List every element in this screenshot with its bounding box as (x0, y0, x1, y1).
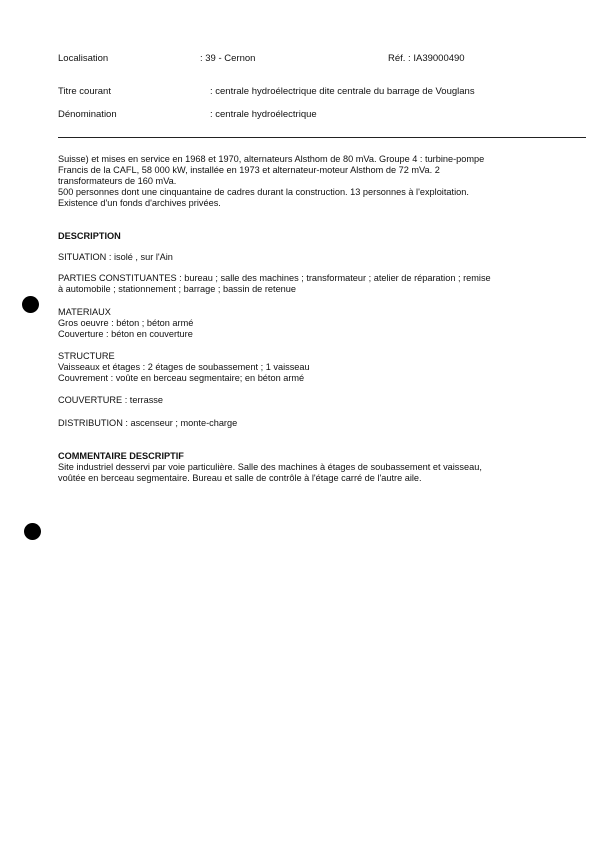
reference-number: Réf. : IA39000490 (388, 53, 465, 64)
situation-line: SITUATION : isolé , sur l'Ain (58, 252, 173, 262)
parties-line-1: PARTIES CONSTITUANTES : bureau ; salle des machines ; transformateur ; atelier de réparation ; remise (58, 273, 491, 283)
punch-hole-top (22, 296, 39, 313)
history-line-2: Francis de la CAFL, 58 000 kW, installée en 1973 et alternateur-moteur Alsthom de 72 mVa. 2 (58, 165, 440, 175)
materiaux-line-1: Gros oeuvre : béton ; béton armé (58, 318, 194, 328)
commentaire-heading: COMMENTAIRE DESCRIPTIF (58, 451, 184, 461)
localisation-value: : 39 - Cernon (200, 53, 256, 64)
denomination-value: : centrale hydroélectrique (210, 109, 317, 120)
structure-line-1: Vaisseaux et étages : 2 étages de soubassement ; 1 vaisseau (58, 362, 310, 372)
parties-line-2: à automobile ; stationnement ; barrage ; bassin de retenue (58, 284, 297, 294)
titre-courant-value: : centrale hydroélectrique dite centrale du barrage de Vouglans (210, 86, 475, 97)
materiaux-line-2: Couverture : béton en couverture (58, 329, 193, 339)
structure-heading: STRUCTURE (58, 351, 115, 361)
history-line-4: 500 personnes dont une cinquantaine de cadres durant la construction. 13 personnes à l'exploitation. (58, 187, 469, 197)
history-line-1: Suisse) et mises en service en 1968 et 1970, alternateurs Alsthom de 80 mVa. Groupe 4 : turbine-pompe (58, 154, 485, 164)
history-line-5: Existence d'un fonds d'archives privées. (58, 198, 221, 208)
commentaire-line-1: Site industriel desservi par voie particulière. Salle des machines à étages de soubassement et vaisseau, (58, 462, 482, 472)
localisation-label: Localisation (58, 53, 109, 64)
materiaux-heading: MATERIAUX (58, 307, 111, 317)
commentaire-line-2: voûtée en berceau segmentaire. Bureau et salle de contrôle à l'étage carré de l'autre aile. (58, 473, 422, 483)
couverture-line: COUVERTURE : terrasse (58, 395, 163, 405)
punch-hole-bottom (24, 523, 41, 540)
description-heading: DESCRIPTION (58, 231, 121, 241)
denomination-label: Dénomination (58, 109, 117, 120)
history-line-3: transformateurs de 160 mVa. (58, 176, 177, 186)
structure-line-2: Couvrement : voûte en berceau segmentaire; en béton armé (58, 373, 305, 383)
titre-courant-label: Titre courant (58, 86, 111, 97)
distribution-line: DISTRIBUTION : ascenseur ; monte-charge (58, 418, 238, 428)
header-divider (58, 137, 586, 138)
